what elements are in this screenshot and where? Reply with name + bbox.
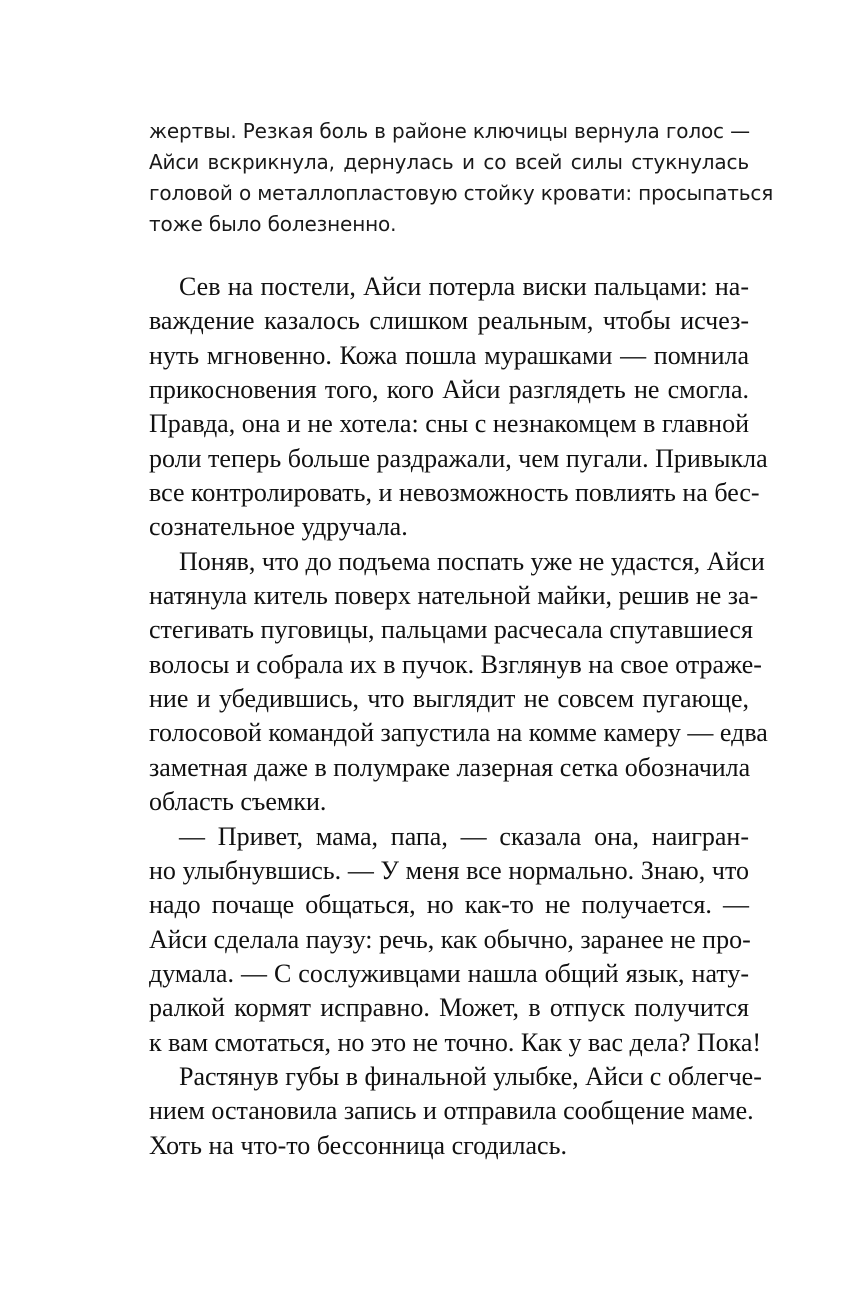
text-line: стегивать пуговицы, пальцами расчесала спутавшиеся bbox=[149, 615, 753, 645]
text-line: ние и убедившись, что выглядит не совсем пугающе, bbox=[149, 684, 749, 714]
text-line: Растянув губы в финальной улыбке, Айси с облегче- bbox=[179, 1061, 762, 1091]
text-line: голосовой командой запустила на комме камеру — едва bbox=[149, 718, 768, 748]
text-line: нием остановила запись и отправила сообщение маме. bbox=[149, 1096, 754, 1126]
text-line: — Привет, мама, папа, — сказала она, наигран- bbox=[179, 821, 749, 851]
text-line: головой о металлопластовую стойку кровати: просыпаться bbox=[149, 181, 774, 205]
text-line: все контролировать, и невозможность повлиять на бес- bbox=[149, 478, 760, 508]
paragraph bbox=[149, 270, 768, 545]
text-line: Правда, она и не хотела: сны с незнакомцем в главной bbox=[149, 409, 749, 439]
main-text bbox=[149, 270, 768, 1163]
text-line: волосы и собрала их в пучок. Взглянув на свое отраже- bbox=[149, 649, 762, 679]
text-line: Айси вскрикнула, дернулась и со всей силы стукнулась bbox=[149, 150, 749, 174]
text-line: сознательное удручала. bbox=[149, 512, 408, 542]
text-line: думала. — С сослуживцами нашла общий язык, нату- bbox=[149, 958, 749, 988]
text-line: прикосновения того, кого Айси разглядеть не смогла. bbox=[149, 375, 749, 405]
text-line: к вам смотаться, но это не точно. Как у вас дела? Пока! bbox=[149, 1027, 762, 1057]
text-line: нуть мгновенно. Кожа пошла мурашками — помнила bbox=[149, 340, 749, 370]
text-line: роли теперь больше раздражали, чем пугали. Привыкла bbox=[149, 443, 768, 473]
paragraph bbox=[149, 1060, 762, 1163]
text-line: Сев на постели, Айси потерла виски пальцами: на- bbox=[179, 272, 749, 301]
dream-passage bbox=[149, 116, 774, 240]
text-line: Хоть на что-то бессонница сгодилась. bbox=[149, 1130, 567, 1160]
paragraph bbox=[149, 820, 762, 1060]
text-line: область съемки. bbox=[149, 787, 327, 817]
text-line: тоже было болезненно. bbox=[149, 212, 397, 236]
text-line: надо почаще общаться, но как-то не получается. — bbox=[149, 890, 749, 920]
text-line: жертвы. Резкая боль в районе ключицы вернула голос — bbox=[149, 119, 750, 143]
text-line: Айси сделала паузу: речь, как обычно, заранее не про- bbox=[149, 924, 751, 954]
text-line: заметная даже в полумраке лазерная сетка обозначила bbox=[149, 752, 751, 782]
text-line: важдение казалось слишком реальным, чтобы исчез- bbox=[149, 306, 749, 336]
text-line: но улыбнувшись. — У меня все нормально. Знаю, что bbox=[149, 855, 749, 885]
text-line: ралкой кормят исправно. Может, в отпуск получится bbox=[149, 993, 749, 1023]
text-line: Поняв, что до подъема поспать уже не удастся, Айси bbox=[179, 546, 765, 576]
paragraph bbox=[149, 545, 768, 820]
text-line: натянула китель поверх нательной майки, решив не за- bbox=[149, 581, 759, 611]
